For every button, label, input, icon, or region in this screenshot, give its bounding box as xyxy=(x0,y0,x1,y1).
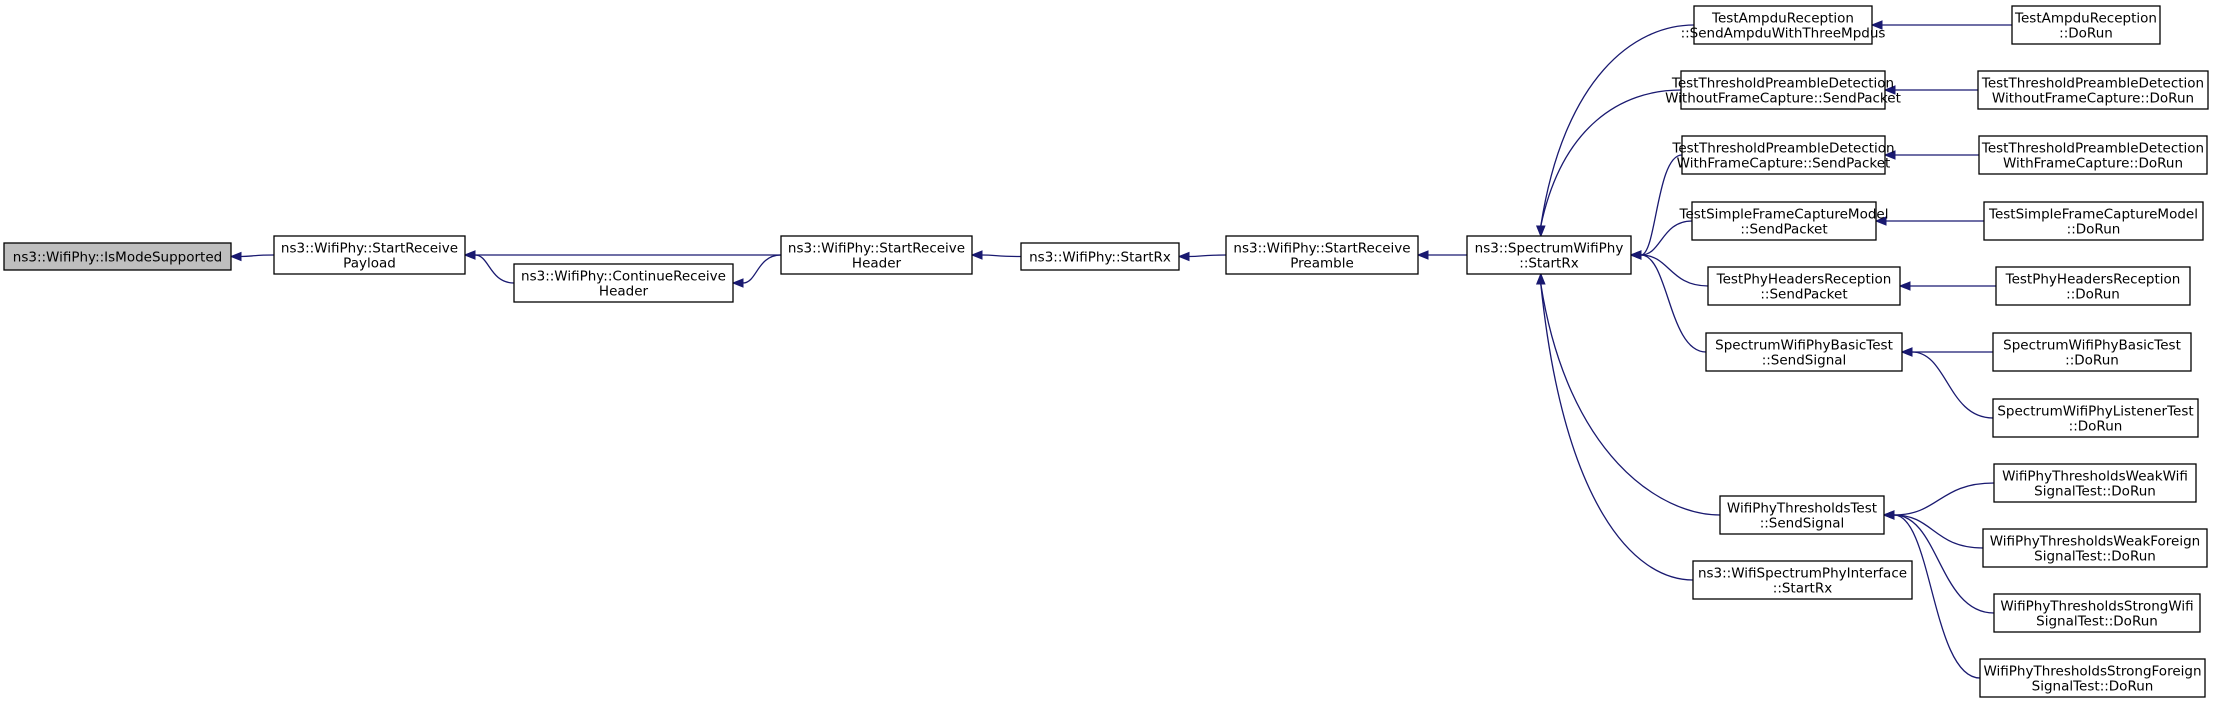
node-ampdudorun[interactable] xyxy=(2012,6,2160,44)
node-label-line: TestAmpduReception xyxy=(1712,10,1854,27)
edge-phdorun-to-phsend xyxy=(1900,282,1996,290)
edge-thrweakwifi-to-thrsend xyxy=(1884,483,1994,519)
edge-tpdwithoutsend-to-spectrumstartrx xyxy=(1537,90,1681,236)
edge-sfcdorun-to-sfcsend xyxy=(1876,217,1984,225)
nodes-layer xyxy=(4,6,2208,697)
node-label-line: Preamble xyxy=(1290,255,1354,272)
node-phdorun[interactable] xyxy=(1996,267,2190,305)
node-phsend[interactable] xyxy=(1708,267,1900,305)
node-label-line: SignalTest::DoRun xyxy=(2031,678,2154,695)
node-label-line: ::DoRun xyxy=(2068,418,2123,435)
node-label-line: ::SendSignal xyxy=(1761,352,1847,369)
node-tpdwithsend[interactable] xyxy=(1671,136,1894,174)
node-label-line: WithoutFrameCapture::DoRun xyxy=(1991,90,2195,107)
node-label-line: TestSimpleFrameCaptureModel xyxy=(1679,206,1889,223)
edge-startreceiveheader-to-startreceivepayload xyxy=(465,251,781,259)
node-label-line: WifiPhyThresholdsTest xyxy=(1726,500,1878,517)
node-tpdwithdorun[interactable] xyxy=(1979,136,2207,174)
edge-swpbasicsend-to-spectrumstartrx xyxy=(1631,251,1706,352)
node-label-line: WifiPhyThresholdsStrongForeign xyxy=(1983,663,2202,680)
node-label-line: WifiPhyThresholdsWeakForeign xyxy=(1989,533,2201,550)
node-wsiStartRx[interactable] xyxy=(1693,561,1912,599)
edge-phsend-to-spectrumstartrx xyxy=(1631,251,1708,286)
node-label-line: TestThresholdPreambleDetection xyxy=(1981,140,2205,157)
node-label-line: ::StartRx xyxy=(1519,255,1579,272)
node-label-line: ns3::WifiPhy::StartReceive xyxy=(1233,240,1411,257)
edge-thrsend-to-spectrumstartrx xyxy=(1537,274,1720,515)
node-label-line: WithoutFrameCapture::SendPacket xyxy=(1665,90,1901,107)
node-label-line: WifiPhyThresholdsWeakWifi xyxy=(2002,468,2188,485)
node-label-line: TestThresholdPreambleDetection xyxy=(1981,75,2205,92)
node-label-line: ::DoRun xyxy=(2066,286,2120,303)
node-label-line: Header xyxy=(851,255,902,272)
node-thrweakwifi[interactable] xyxy=(1994,464,2196,502)
node-thrstrongforeign[interactable] xyxy=(1980,659,2205,697)
node-continuereceiveheader[interactable] xyxy=(514,264,733,302)
edge-startreceiveheader-to-continuereceiveheader xyxy=(733,255,781,287)
edge-startreceivepreamble-to-startrx xyxy=(1179,253,1226,261)
node-label-line: TestAmpduReception xyxy=(2015,10,2157,27)
node-tpdwithoutsend[interactable] xyxy=(1665,71,1901,109)
node-label-line: ::StartRx xyxy=(1772,580,1833,597)
node-label-line: SpectrumWifiPhyBasicTest xyxy=(1715,337,1893,354)
node-label-line: ns3::WifiPhy::StartReceive xyxy=(787,240,966,257)
node-label-line: SignalTest::DoRun xyxy=(2036,613,2158,630)
node-label-line: ns3::WifiPhy::StartReceive xyxy=(280,240,459,257)
node-label-line: TestSimpleFrameCaptureModel xyxy=(1989,206,2198,223)
node-startreceivepayload[interactable] xyxy=(274,236,465,274)
node-label-line: ::DoRun xyxy=(2066,221,2121,238)
edge-startrx-to-startreceiveheader xyxy=(972,251,1021,259)
node-label-line: ns3::WifiPhy::StartRx xyxy=(1029,249,1171,266)
node-label-line: TestPhyHeadersReception xyxy=(2005,271,2181,288)
node-label-line: ns3::WifiSpectrumPhyInterface xyxy=(1697,565,1908,582)
node-label-line: ns3::WifiPhy::ContinueReceive xyxy=(521,268,726,285)
node-spectrumstartrx[interactable] xyxy=(1467,236,1631,274)
edge-ampdusend-to-spectrumstartrx xyxy=(1537,25,1694,236)
node-label-line: ::SendPacket xyxy=(1760,286,1848,303)
node-sfcsend[interactable] xyxy=(1679,202,1889,240)
node-thrsend[interactable] xyxy=(1720,496,1884,534)
node-label-line: WithFrameCapture::DoRun xyxy=(2002,155,2184,172)
node-label-line: ::DoRun xyxy=(2065,352,2119,369)
edge-startreceivepayload-to-ismodesupported xyxy=(231,253,274,261)
node-startrx[interactable] xyxy=(1021,243,1179,270)
edge-spectrumstartrx-to-startreceivepreamble xyxy=(1418,251,1467,259)
node-label-line: TestThresholdPreambleDetection xyxy=(1671,75,1895,92)
node-ismodesupported[interactable] xyxy=(4,243,231,270)
edge-tpdwithsend-to-spectrumstartrx xyxy=(1631,155,1682,259)
node-label-line: ::SendPacket xyxy=(1740,221,1828,238)
node-label-line: SignalTest::DoRun xyxy=(2034,483,2156,500)
node-tpdwithoutdorun[interactable] xyxy=(1978,71,2208,109)
node-sfcdorun[interactable] xyxy=(1984,202,2203,240)
node-label-line: TestPhyHeadersReception xyxy=(1716,271,1892,288)
edge-tpdwithdorun-to-tpdwithsend xyxy=(1885,151,1979,159)
node-label-line: WithFrameCapture::SendPacket xyxy=(1676,155,1891,172)
node-swplistenerdorun[interactable] xyxy=(1993,399,2198,437)
node-label-line: ::SendSignal xyxy=(1759,515,1845,532)
edge-wsiStartRx-to-spectrumstartrx xyxy=(1537,274,1693,580)
node-label-line: TestThresholdPreambleDetection xyxy=(1672,140,1895,157)
node-startreceivepreamble[interactable] xyxy=(1226,236,1418,274)
node-label-line: Header xyxy=(598,283,649,300)
node-label-line: ::SendAmpduWithThreeMpdus xyxy=(1680,25,1886,42)
node-label-line: WifiPhyThresholdsStrongWifi xyxy=(2000,598,2194,615)
node-swpbasicsend[interactable] xyxy=(1706,333,1902,371)
node-label-line: SignalTest::DoRun xyxy=(2034,548,2156,565)
node-label-line: SpectrumWifiPhyListenerTest xyxy=(1997,403,2194,420)
node-startreceiveheader[interactable] xyxy=(781,236,972,274)
node-label-line: ns3::SpectrumWifiPhy xyxy=(1474,240,1624,257)
node-label-line: Payload xyxy=(343,255,396,272)
node-thrstrongwifi[interactable] xyxy=(1994,594,2200,632)
edge-ampdudorun-to-ampdusend xyxy=(1872,21,2012,29)
node-ampdusend[interactable] xyxy=(1681,6,1886,44)
node-swpbasicdorun[interactable] xyxy=(1993,333,2191,371)
node-thrweakforeign[interactable] xyxy=(1983,529,2207,567)
edge-swplistenerdorun-to-swpbasicsend xyxy=(1902,348,1993,418)
node-label-line: ::DoRun xyxy=(2059,25,2113,42)
node-label-line: ns3::WifiPhy::IsModeSupported xyxy=(12,249,223,266)
node-label-line: SpectrumWifiPhyBasicTest xyxy=(2003,337,2181,354)
